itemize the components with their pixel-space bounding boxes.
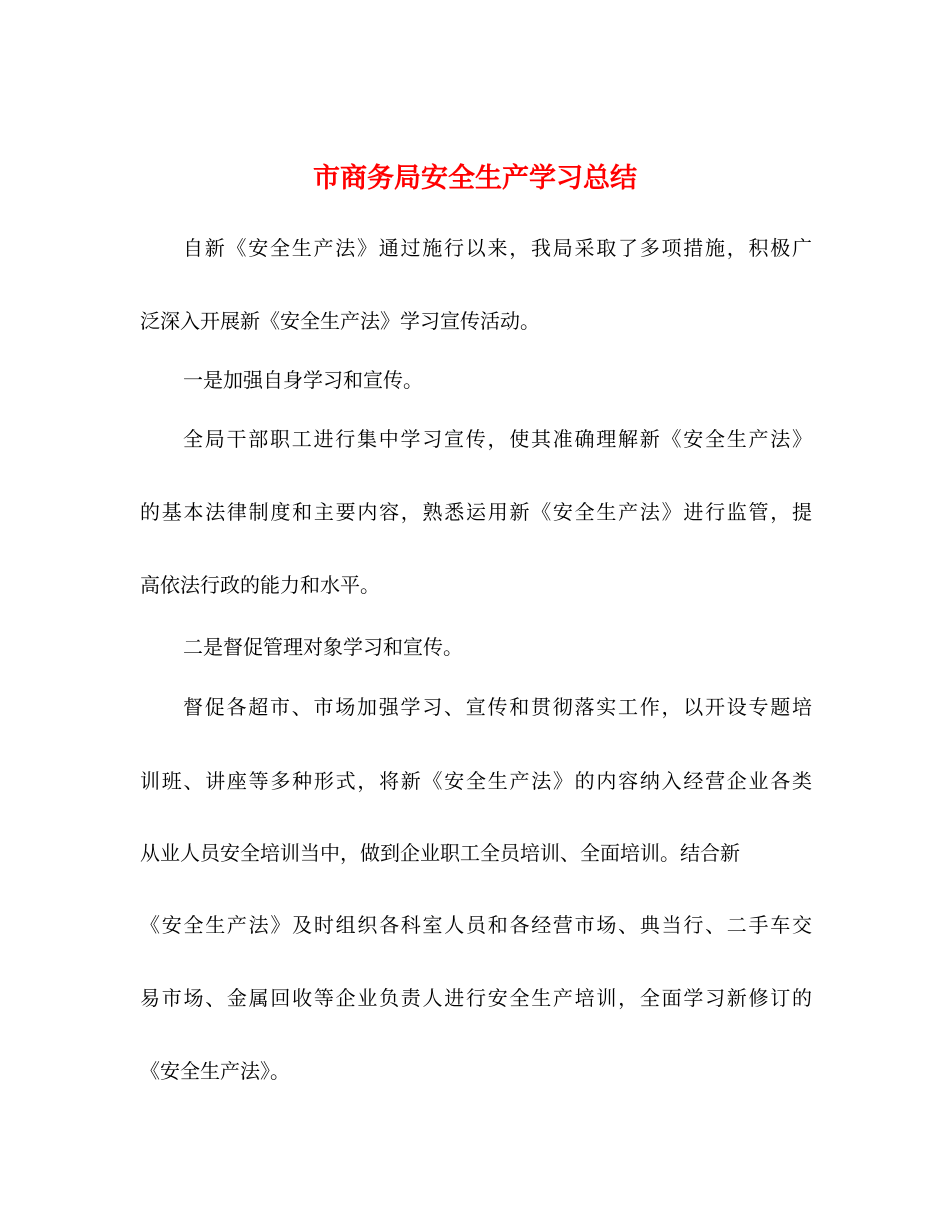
- paragraph-3-line-3: 高依法行政的能力和水平。: [140, 573, 380, 597]
- paragraph-5-line-6: 《安全生产法》。: [140, 1059, 290, 1083]
- paragraph-4-heading: 二是督促管理对象学习和宣传。: [183, 635, 463, 659]
- paragraph-5-line-2: 训班、讲座等多种形式，将新《安全生产法》的内容纳入经营企业各类: [140, 769, 812, 793]
- paragraph-5-line-3: 从业人员安全培训当中，做到企业职工全员培训、全面培训。结合新: [140, 841, 740, 865]
- paragraph-5-line-5: 易市场、金属回收等企业负责人进行安全生产培训，全面学习新修订的: [140, 986, 812, 1010]
- paragraph-2-heading: 一是加强自身学习和宣传。: [183, 368, 423, 392]
- paragraph-1-line-1: 自新《安全生产法》通过施行以来，我局采取了多项措施，积极广: [183, 236, 812, 260]
- paragraph-5-line-1: 督促各超市、市场加强学习、宣传和贯彻落实工作，以开设专题培: [183, 695, 812, 719]
- paragraph-3-line-1: 全局干部职工进行集中学习宣传，使其准确理解新《安全生产法》: [183, 427, 812, 451]
- document-title: 市商务局安全生产学习总结: [313, 163, 637, 195]
- paragraph-5-line-4: 《安全生产法》及时组织各科室人员和各经营市场、典当行、二手车交: [140, 913, 812, 937]
- paragraph-1-line-2: 泛深入开展新《安全生产法》学习宣传活动。: [140, 309, 540, 333]
- paragraph-3-line-2: 的基本法律制度和主要内容，熟悉运用新《安全生产法》进行监管，提: [140, 500, 812, 524]
